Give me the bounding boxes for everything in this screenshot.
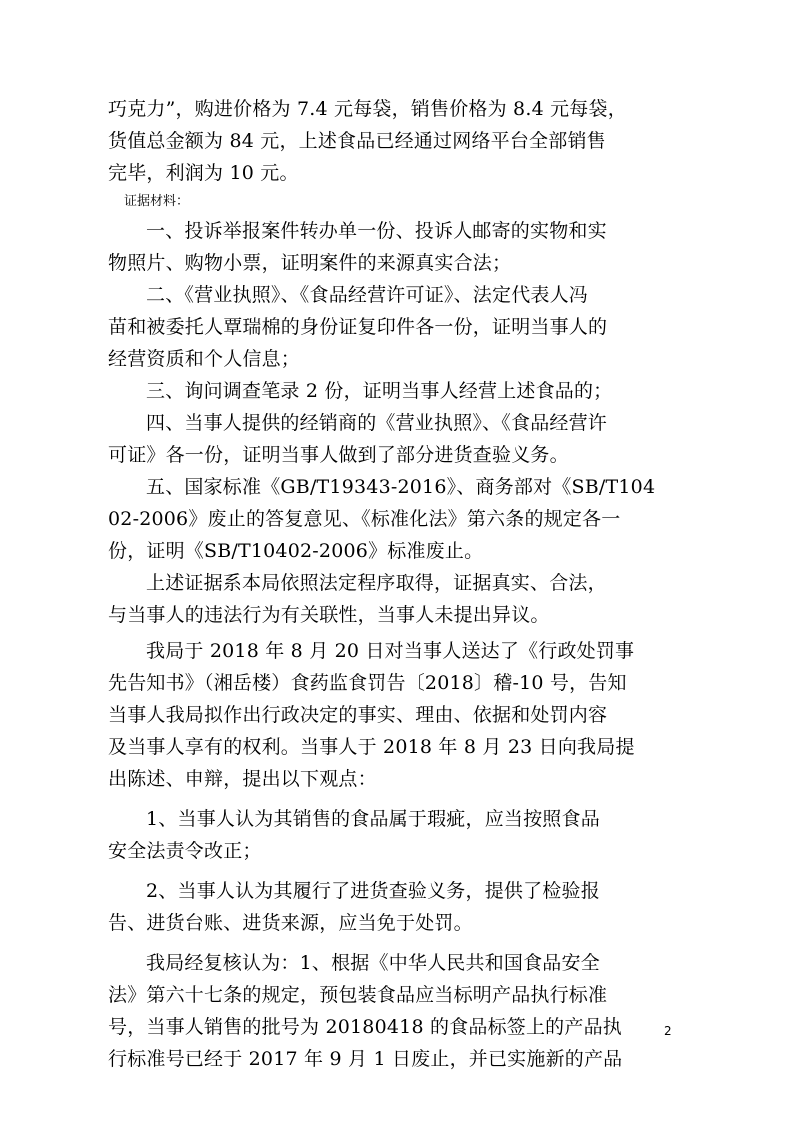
text-line: 我局于 2018 年 8 月 20 日对当事人送达了《行政处罚事: [146, 640, 635, 662]
text-line: 四、当事人提供的经销商的《营业执照》、《食品经营许: [146, 412, 608, 434]
text-line: 一、投诉举报案件转办单一份、投诉人邮寄的实物和实: [146, 220, 607, 242]
text-line: 安全法责令改正；: [108, 840, 262, 862]
text-line: 2、当事人认为其履行了进货查验义务，提供了检验报: [146, 880, 600, 902]
text-line: 法》第六十七条的规定，预包装食品应当标明产品执行标准: [108, 984, 608, 1006]
text-line: 完毕，利润为 10 元。: [108, 162, 299, 184]
text-line: 苗和被委托人覃瑞棉的身份证复印件各一份，证明当事人的: [108, 316, 608, 338]
text-line: 可证》各一份，证明当事人做到了部分进货查验义务。: [108, 444, 569, 466]
text-line: 经营资质和个人信息；: [108, 348, 301, 370]
text-line: 二、《营业执照》、《食品经营许可证》、法定代表人冯: [146, 284, 589, 306]
page-number: 2: [664, 1024, 672, 1038]
text-line: 1、当事人认为其销售的食品属于瑕疵，应当按照食品: [146, 808, 600, 830]
text-line: 巧克力”，购进价格为 7.4 元每袋，销售价格为 8.4 元每袋，: [108, 98, 627, 120]
text-line: 行标准号已经于 2017 年 9 月 1 日废止，并已实施新的产品: [108, 1048, 623, 1070]
text-line: 五、国家标准《GB/T19343-2016》、商务部对《SB/T104: [146, 476, 656, 498]
text-line: 三、询问调查笔录 2 份，证明当事人经营上述食品的；: [146, 380, 613, 402]
text-line: 出陈述、申辩，提出以下观点：: [108, 768, 377, 790]
text-line: 号，当事人销售的批号为 20180418 的食品标签上的产品执: [108, 1016, 622, 1038]
text-line: 告、进货台账、进货来源，应当免于处罚。: [108, 912, 473, 934]
text-line: 先告知书》（湘岳楼）食药监食罚告〔2018〕稽-10 号，告知: [108, 672, 627, 694]
text-line: 物照片、购物小票，证明案件的来源真实合法；: [108, 252, 512, 274]
text-line: 与当事人的违法行为有关联性，当事人未提出异议。: [108, 604, 550, 626]
text-line: 货值总金额为 84 元，上述食品已经通过网络平台全部销售: [108, 130, 606, 152]
text-line: 我局经复核认为：1、根据《中华人民共和国食品安全: [146, 952, 600, 974]
evidence-label: 证据材料：: [124, 194, 190, 209]
text-line: 当事人我局拟作出行政决定的事实、理由、依据和处罚内容: [108, 704, 608, 726]
text-line: 上述证据系本局依照法定程序取得，证据真实、合法，: [146, 572, 607, 594]
text-line: 及当事人享有的权利。当事人于 2018 年 8 月 23 日向我局提: [108, 736, 635, 758]
text-line: 02-2006》废止的答复意见、《标准化法》第六条的规定各一: [108, 508, 621, 530]
text-line: 份，证明《SB/T10402-2006》标准废止。: [108, 540, 484, 562]
